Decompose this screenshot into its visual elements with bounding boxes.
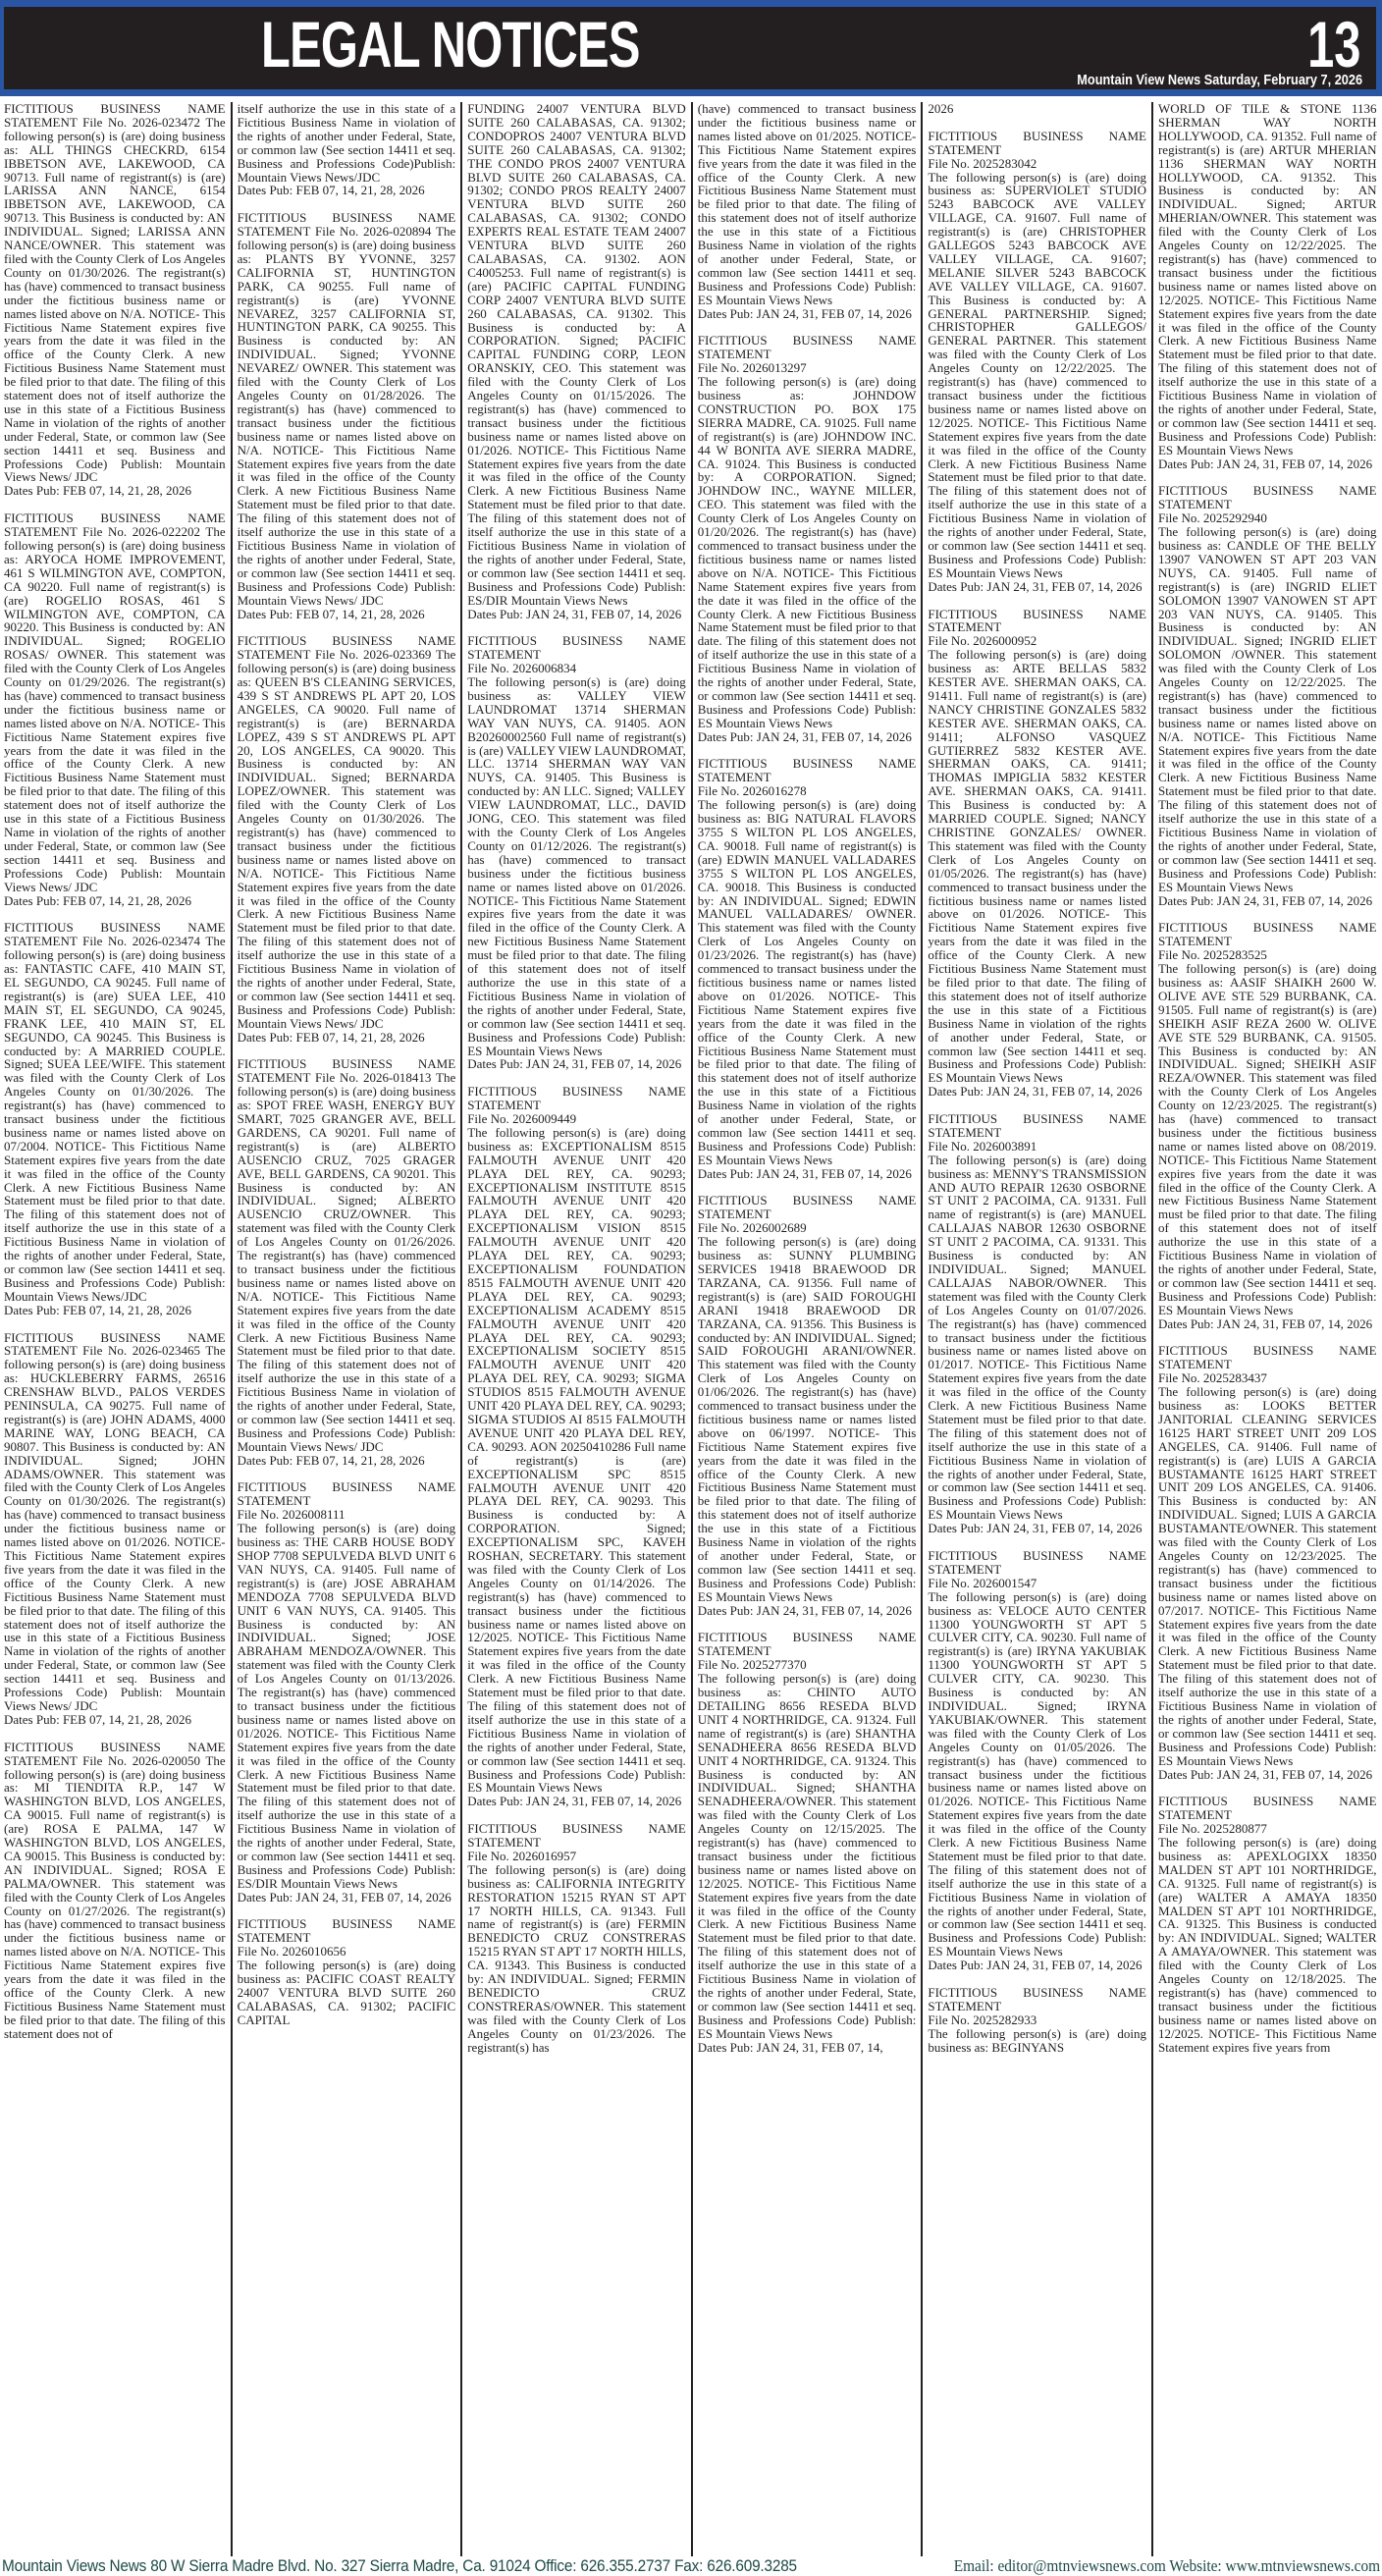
expiration-notice: NOTICE- This Fictitious Name Statement expires five years from the date it was filed in the office of the County Clerk. A new Fictitious Business Name Statement must be filed prior to that date. The filing of this statement does not of itself authorize the use in this state of a Fictitious Business Name in violation of the rights of another under Federal, State, or common law (See section 14411 et seq. Business and Professions Code) <box>697 988 917 1154</box>
expiration-notice: NOTICE- This Fictitious Name Statement expires five years from the date it was filed in the office of the County Clerk. A new Fictitious Business Name Statement must be filed prior to that date. The filing of this statement does not of itself authorize the use in this state of a Fictitious Business Name in violation of the rights of another under Federal, State, or common law (See section 14411 et seq. Business and Professions Code) <box>237 1288 456 1440</box>
publish-line: Publish: ES Mountain Views News <box>1157 1739 1377 1768</box>
notice-body: The following person(s) is (are) doing business as: JOHNDOW CONSTRUCTION PO. BOX 175 SIERRA MADRE, CA. 91025. Full name of registrant(s) is (are) JOHNDOW INC. 44 W BONITA AVE SIERRA MADRE, CA. 91024. This Business is conducted by: A CORPORATION. Signed; JOHNDOW INC., WAYNE MILLER, CEO. This statement was filed with the County Clerk of Los Angeles County on 01/20/2026. The registrant(s) has (have) commenced to transact business under the fictitious business name or names listed above on N/A. <box>697 374 917 580</box>
notice-heading: FICTITIOUS BUSINESS NAME STATEMENT <box>697 1193 917 1222</box>
file-label: File No. <box>928 1138 970 1154</box>
notice-heading: FICTITIOUS BUSINESS NAME STATEMENT <box>467 633 686 663</box>
publication-dateline: Mountain View News Saturday, February 7, 2026 <box>1077 72 1362 88</box>
continued-text: WORLD OF TILE & STONE 1136 SHERMAN WAY NORTH HOLLYWOOD, CA. 91352. Full name of registrant(s) is (are) ARTUR MHERIAN 1136 SHERMAN WAY NORTH HOLLYWOOD, CA. 91352. This Business is conducted by: AN INDIVIDUAL. Signed; ARTUR MHERIAN/OWNER. This statement was filed with the County Clerk of Los Angeles County on 12/22/2025. The registrant(s) has (have) commenced to transact business under the fictitious business name or names listed above on 12/2025. <box>1157 102 1377 307</box>
file-label: File No. <box>467 661 509 676</box>
notice-heading: FICTITIOUS BUSINESS NAME STATEMENT <box>467 1821 686 1851</box>
file-label: File No. <box>237 1944 280 1959</box>
expiration-notice: NOTICE- This Fictitious Name Statement expires five years from the date it was filed in the office of the County Clerk. A new Fictitious Business Name Statement must be filed prior to that date. The filing of this statement does not of itself authorize the use in this state of a Fictitious Business Name in violation of the rights of another under Federal, State, or common law (See section 14411 et seq. Business and Professions Code) <box>928 1794 1146 1946</box>
file-label: File No. <box>82 934 128 949</box>
fictitious-business-notice <box>467 1822 686 2054</box>
expiration-notice: NOTICE- This Fictitious Name Statement expires five years from the date it was filed in the office of the County Clerk. A new Fictitious Business Name Statement must be filed prior to that date. The filing of this statement does not of itself authorize the use in this state of a Fictitious Business Name in violation of the rights of another under Federal, State, or common law (See section 14411 et seq. Business and Professions Code) <box>237 1725 456 1877</box>
notice-body: The following person(s) is (are) doing business as: PLANTS BY YVONNE, 3257 CALIFORNIA ST, HUNTINGTON PARK, CA 90255. Full name of registrant(s) is (are) YVONNE NEVAREZ, 3257 CALIFORNIA ST, HUNTINGTON PARK, CA 90255. This Business is conducted by: AN INDIVIDUAL. Signed; YVONNE NEVAREZ/ OWNER. This statement was filed with the County Clerk of Los Angeles County on 01/28/2026. The registrant(s) has (have) commenced to transact business under the fictitious business name or names listed above on N/A. <box>237 224 456 457</box>
publish-line: Publish: Mountain Views News/ JDC <box>237 1424 456 1454</box>
notice-body: The following person(s) is (are) doing business as: CHINTO AUTO DETAILING 8656 RESEDA BLVD UNIT 4 NORTHRIDGE, CA. 91324. Full name of registrant(s) is (are) SHANTHA SENADHEERA 8656 RESEDA BLVD UNIT 4 NORTHRIDGE, CA. 91324. This Business is conducted by: AN INDIVIDUAL. Signed; SHANTHA SENADHEERA/OWNER. This statement was filed with the County Clerk of Los Angeles County on 12/15/2025. The registrant(s) has (have) commenced to transact business under the fictitious business name or names listed above on 12/2025. <box>697 1671 917 1891</box>
notice-heading: FICTITIOUS BUSINESS NAME STATEMENT <box>4 920 226 949</box>
publication-dates: Dates Pub: JAN 24, 31, FEB 07, 14, <box>697 2039 883 2055</box>
publication-dates: Dates Pub: FEB 07, 14, 21, 28, 2026 <box>237 1452 425 1468</box>
continued-text: 2026 <box>928 102 954 116</box>
fictitious-business-notice <box>698 1194 917 1617</box>
publish-line: Publish: ES Mountain Views News <box>1157 865 1377 894</box>
publish-line: Publish: Mountain Views News/JDC <box>4 1274 226 1304</box>
notice-body: The following person(s) is (are) doing business as: CALIFORNIA INTEGRITY RESTORATION 15215 RYAN ST APT 17 NORTH HILLS, CA. 91343. Full name of registrant(s) is (are) FERMIN BENEDICTO CRUZ CONSTRERAS 15215 RYAN ST APT 17 NORTH HILLS, CA. 91343. This Business is conducted by: AN INDIVIDUAL. Signed; FERMIN BENEDICTO CRUZ CONSTRERAS/OWNER. This statement was filed with the County Clerk of Los Angeles County on 01/23/2026. The registrant(s) has <box>467 1861 686 2055</box>
publication-dates: Dates Pub: JAN 24, 31, FEB 07, 14, 2026 <box>928 1958 1143 1973</box>
notice-body: The following person(s) is (are) doing business as: LOOKS BETTER JANITORIAL CLEANING SERVICES 16125 HART STREET UNIT 209 LOS ANGELES, CA. 91406. Full name of registrant(s) is (are) LUIS A GARCIA BUSTAMANTE 16125 HART STREET UNIT 209 LOS ANGELES, CA. 91406. This Business is conducted by: AN INDIVIDUAL. Signed; LUIS A GARCIA BUSTAMANTE/OWNER. This statement was filed with the County Clerk of Los Angeles County on 12/23/2025. The registrant(s) has (have) commenced to transact business under the fictitious business name or names listed above on 07/2017. <box>1157 1384 1377 1618</box>
file-label: File No. <box>697 1657 740 1673</box>
fictitious-business-notice <box>928 1986 1146 2055</box>
publication-dates: Dates Pub: JAN 24, 31, FEB 07, 14, 2026 <box>1157 1766 1373 1782</box>
fictitious-business-notice <box>1158 1795 1377 2054</box>
notice-heading: FICTITIOUS BUSINESS NAME STATEMENT <box>1157 1794 1377 1823</box>
expiration-notice: NOTICE- This Fictitious Name Statement expires five years from the date it was filed in the office of the County Clerk. A new Fictitious Business Name Statement must be filed prior to that date. The filing of this statement does not of itself authorize the use in this state of a Fictitious Business Name in violation of the rights of another under Federal, State, or common law (See section 14411 et seq. Business and Professions Code) <box>237 442 456 594</box>
file-number: 2025292940 <box>1202 510 1267 526</box>
notice-body: The following person(s) is (are) doing business as: EXCEPTIONALISM 8515 FALMOUTH AVENUE UNIT 420 PLAYA DEL REY, CA. 90293; EXCEPTIONALISM INSTITUTE 8515 FALMOUTH AVENUE UNIT 420 PLAYA DEL REY, CA. 90293; EXCEPTIONALISM VISION 8515 FALMOUTH AVENUE UNIT 420 PLAYA DEL REY, CA. 90293; EXCEPTIONALISM FOUNDATION 8515 FALMOUTH AVENUE UNIT 420 PLAYA DEL REY, CA. 90293; EXCEPTIONALISM ACADEMY 8515 FALMOUTH AVENUE UNIT 420 PLAYA DEL REY, CA. 90293; EXCEPTIONALISM SOCIETY 8515 FALMOUTH AVENUE UNIT 420 PLAYA DEL REY, CA. 90293; SIGMA STUDIOS 8515 FALMOUTH AVENUE UNIT 420 PLAYA DEL REY, CA. 90293; SIGMA STUDIOS AI 8515 FALMOUTH AVENUE UNIT 420 PLAYA DEL REY, CA. 90293. AON 20250410286 Full name of registrant(s) is (are) EXCEPTIONALISM SPC 8515 FALMOUTH AVENUE UNIT 420 PLAYA DEL REY, CA. 90293. This Business is conducted by: A CORPORATION. Signed; EXCEPTIONALISM SPC, KAVEH ROSHAN, SECRETARY. This statement was filed with the County Clerk of Los Angeles County on 01/14/2026. The registrant(s) has (have) commenced to transact business under the fictitious business name or names listed above on 12/2025. <box>467 1124 686 1645</box>
notice-body: The following person(s) is (are) doing business as: MI TIENDITA R.P., 147 W WASHINGTON BLVD, LOS ANGELES, CA 90015. Full name of registrant(s) is (are) ROSA E PALMA, 147 W WASHINGTON BLVD, LOS ANGELES, CA 90015. This Business is conducted by: AN INDIVIDUAL. Signed; ROSA E PALMA/OWNER. This statement was filed with the County Clerk of Los Angeles County on 01/27/2026. The registrant(s) has (have) commenced to transact business under the fictitious business name or names listed above on N/A. <box>4 1752 226 1959</box>
notice-heading: FICTITIOUS BUSINESS NAME STATEMENT <box>4 1329 226 1359</box>
notice-heading: FICTITIOUS BUSINESS NAME STATEMENT <box>1157 920 1377 949</box>
expiration-notice: NOTICE- This Fictitious Name Statement expires five years from the date it was filed in the office of the County Clerk. A new Fictitious Business Name Statement must be filed prior to that date. The filing of this statement does not of itself authorize the use in this state of a Fictitious Business Name in violation of the rights of another under Federal, State, or common law (See section 14411 et seq. Business and Professions Code) <box>4 305 226 471</box>
file-number: 2026-020050 <box>132 1752 201 1768</box>
publication-dates: Dates Pub: JAN 24, 31, FEB 07, 14, 2026 <box>697 728 912 744</box>
notice-heading: FICTITIOUS BUSINESS NAME STATEMENT <box>4 1739 226 1768</box>
notice-body: The following person(s) is (are) doing business as: PACIFIC COAST REALTY 24007 VENTURA BLVD SUITE 260 CALABASAS, CA. 91302; PACIFIC CAPITAL <box>237 1958 456 2027</box>
column-3 <box>460 102 691 2556</box>
file-label: File No. <box>315 224 359 240</box>
publication-dates: Dates Pub: JAN 24, 31, FEB 07, 14, 2026 <box>467 606 682 621</box>
publication-dates: Dates Pub: JAN 24, 31, FEB 07, 14, 2026 <box>928 578 1143 594</box>
notice-continuation <box>928 102 1146 116</box>
publication-dates: Dates Pub: JAN 24, 31, FEB 07, 14, 2026 <box>697 1602 912 1618</box>
file-label: File No. <box>237 1507 280 1523</box>
file-label: File No. <box>315 1070 359 1086</box>
file-number: 2026006834 <box>512 661 577 676</box>
fictitious-business-notice <box>698 1631 917 2054</box>
publish-line: Publish: ES Mountain Views News <box>697 1138 917 1167</box>
file-number: 2026-023472 <box>132 114 201 130</box>
notice-heading: FICTITIOUS BUSINESS NAME STATEMENT <box>697 1630 917 1659</box>
publish-line: Publish: ES Mountain Views News <box>467 1766 686 1796</box>
fictitious-business-notice <box>698 757 917 1180</box>
fictitious-business-notice <box>1158 1344 1377 1781</box>
notice-body: The following person(s) is (are) doing business as: AASIF SHAIKH 2600 W. OLIVE AVE STE 529 BURBANK, CA. 91505. Full name of registrant(s) is (are) SHEIKH ASIF REZA 2600 W. OLIVE AVE STE 529 BURBANK, CA. 91505. This Business is conducted by: AN INDIVIDUAL. Signed; SHEIKH ASIF REZA/OWNER. This statement was filed with the County Clerk of Los Angeles County on 12/23/2025. The registrant(s) has (have) commenced to transact business under the fictitious business name or names listed above on 08/2019. <box>1157 961 1377 1154</box>
file-number: 2026008111 <box>282 1507 346 1523</box>
expiration-notice: NOTICE- This Fictitious Name Statement expires five years from the date it was filed in the office of the County Clerk. A new Fictitious Business Name Statement must be filed prior to that date. The filing of this statement does not of itself authorize the use in this state of a Fictitious Business Name in violation of the rights of another under Federal, State, or common law (See section 14411 et seq. Business and Professions Code) <box>697 1875 917 2027</box>
column-6 <box>1151 102 1382 2556</box>
publication-dates: Dates Pub: JAN 24, 31, FEB 07, 14, 2026 <box>467 1794 682 1809</box>
fictitious-business-notice <box>467 634 686 1071</box>
publish-line: Publish: ES Mountain Views News <box>697 278 917 307</box>
fictitious-business-notice <box>1158 921 1377 1330</box>
file-label: File No. <box>82 524 128 540</box>
expiration-notice: NOTICE- This Fictitious Name Statement expires five years from the date it was filed in the office of the County Clerk. A new Fictitious Business Name Statement must be filed prior to that date. The filing of this statement does not of itself authorize the use in this state of a Fictitious Business Name in violation of the rights of another under Federal, State, or common law (See section 14411 et seq. Business and Professions Code) <box>697 1424 917 1590</box>
file-label: File No. <box>467 1848 509 1863</box>
file-label: File No. <box>315 647 359 663</box>
notice-heading: FICTITIOUS BUSINESS NAME STATEMENT <box>928 606 1146 635</box>
continued-text: (have) commenced to transact business under the fictitious business name or names listed above on 01/2025. <box>697 102 917 143</box>
file-number: 2025283437 <box>1202 1370 1267 1386</box>
masthead-band <box>4 7 1376 89</box>
publish-line: Publish: ES Mountain Views News <box>1157 428 1377 457</box>
notice-body: The following person(s) is (are) doing business as: BIG NATURAL FLAVORS 3755 S WILTON PL LOS ANGELES, CA. 90018. Full name of registrant(s) is (are) EDWIN MANUEL VALLADARES 3755 S WILTON PL LOS ANGELES, CA. 90018. This Business is conducted by: AN INDIVIDUAL. Signed; EDWIN MANUEL VALLADARES/ OWNER. This statement was filed with the County Clerk of Los Angeles County on 01/23/2026. The registrant(s) has (have) commenced to transact business under the fictitious business name or names listed above on 01/2026. <box>697 797 917 1003</box>
notice-heading: FICTITIOUS BUSINESS NAME STATEMENT <box>467 1084 686 1113</box>
expiration-notice: NOTICE- This Fictitious Name Statement expires five years from the date it was filed in the office of the County Clerk. A new Fictitious Business Name Statement must be filed prior to that date. The filing of this statement does not of itself authorize the use in this state of a Fictitious Business Name in violation of the rights of another under Federal, State, or common law (See section 14411 et seq. Business and Professions Code) <box>1157 1152 1377 1304</box>
notice-body: The following person(s) is (are) doing business as: SPOT FREE WASH, ENERGY BUY SMART, 7025 GRANGER AVE, BELL GARDENS, CA 90201. Full name of registrant(s) is (are) ALBERTO AUSENCIO CRUZ, 7025 GRAGER AVE, BELL GARDENS, CA 90201. This Business is conducted by: AN INDIVIDUAL. Signed; ALBERTO AUSENCIO CRUZ/OWNER. This statement was filed with the County Clerk of Los Angeles County on 01/26/2026. The registrant(s) has (have) commenced to transact business under the fictitious business name or names listed above on N/A. <box>237 1070 456 1304</box>
publish-line: Publish: Mountain Views News/ JDC <box>4 865 226 894</box>
file-number: 2026-023465 <box>132 1343 201 1359</box>
expiration-notice: NOTICE- This Fictitious Name Statement expires five years from the date it was filed in the office of the County Clerk. A new Fictitious Business Name Statement must be filed prior to that date. The filing of this statement does not of itself authorize the use in this state of a Fictitious Business Name in violation of the rights of another under Federal, State, or common law (See section 14411 et seq. Business and Professions Code) <box>467 892 686 1045</box>
publication-dates: Dates Pub: FEB 07, 14, 21, 28, 2026 <box>4 483 192 499</box>
notice-body: The following person(s) is (are) doing business as: QUEEN B'S CLEANING SERVICES, 439 S ST ANDREWS PL APT 20, LOS ANGELES, CA 90020. Full name of registrant(s) is (are) BERNARDA LOPEZ, 439 S ST ANDREWS PL APT 20, LOS ANGELES, CA 90020. This Business is conducted by: AN INDIVIDUAL. Signed; BERNARDA LOPEZ/OWNER. This statement was filed with the County Clerk of Los Angeles County on 01/30/2026. The registrant(s) has (have) commenced to transact business under the fictitious business name or names listed above on N/A. <box>237 647 456 881</box>
expiration-notice: NOTICE- This Fictitious Name Statement expires five years from the date it was filed in the office of the County Clerk. A new Fictitious Business Name Statement must be filed prior to that date. The filing of this statement does not of itself authorize the use in this state of a Fictitious Business Name in violation of the rights of another under Federal, State, or common law (See section 14411 et seq. Business and Professions Code) <box>1157 728 1377 881</box>
publish-line: Publish: Mountain Views News/ JDC <box>237 578 456 608</box>
notice-heading: FICTITIOUS BUSINESS NAME STATEMENT <box>237 210 456 240</box>
file-label: File No. <box>1157 1821 1200 1837</box>
fictitious-business-notice <box>4 102 226 498</box>
legal-notices-columns <box>0 102 1382 2556</box>
footer-contact: Email: editor@mtnviewsnews.com Website: www.mtnviewsnews.com <box>953 2556 1380 2575</box>
notice-heading: FICTITIOUS BUSINESS NAME STATEMENT <box>237 633 456 663</box>
notice-body: The following person(s) is (are) doing business as: FANTASTIC CAFE, 410 MAIN ST, EL SEGUNDO, CA 90245. Full name of registrant(s) is (are) SUEA LEE, 410 MAIN ST, EL SEGUNDO, CA 90245, FRANK LEE, 410 MAIN ST, EL SEGUNDO, CA 90245. This Business is conducted by: A MARRIED COUPLE. Signed; SUEA LEE/WIFE. This statement was filed with the County Clerk of Los Angeles County on 01/30/2026. The registrant(s) has (have) commenced to transact business under the fictitious business name or names listed above on 07/2004. <box>4 934 226 1154</box>
file-number: 2026013297 <box>742 360 807 376</box>
fictitious-business-notice <box>238 1480 456 1904</box>
publication-dates: Dates Pub: JAN 24, 31, FEB 07, 14, 2026 <box>928 1521 1143 1536</box>
fictitious-business-notice <box>238 1057 456 1467</box>
notice-heading: FICTITIOUS BUSINESS NAME STATEMENT <box>1157 1343 1377 1372</box>
continued-text: itself authorize the use in this state of a Fictitious Business Name in violation of the rights of another under Federal, State, or common law (See section 14411 et seq. Business and Professions Code)Publish: Mountain Views News/JDC <box>237 102 456 185</box>
file-number: 2026-023474 <box>132 934 201 949</box>
expiration-notice: NOTICE- This Fictitious Name Statement expires five years from the date it was filed in the office of the County Clerk. A new Fictitious Business Name Statement must be filed prior to that date. The filing of this statement does not of itself authorize the use in this state of a Fictitious Business Name in violation of the rights of another under Federal, State, or common law (See section 14411 et seq. Business and Professions Code) <box>4 1534 226 1700</box>
publication-dates: Dates Pub: FEB 07, 14, 21, 28, 2026 <box>237 1029 425 1045</box>
notice-body: The following person(s) is (are) doing business as: BEGINYANS <box>928 2025 1146 2055</box>
file-number: 2025280877 <box>1202 1821 1267 1837</box>
fictitious-business-notice <box>238 211 456 620</box>
notice-heading: FICTITIOUS BUSINESS NAME STATEMENT <box>697 756 917 785</box>
publish-line: Publish: Mountain Views News/ JDC <box>4 456 226 485</box>
file-number: 2025283525 <box>1202 947 1267 963</box>
notice-body: The following person(s) is (are) doing business as: APEXLOGIXX 18350 MALDEN ST APT 101 NORTHRIDGE, CA. 91325. Full name of registrant(s) is (are) WALTER A AMAYA 18350 MALDEN ST APT 101 NORTHRIDGE, CA. 91325. This Business is conducted by: AN INDIVIDUAL. Signed; WALTER A AMAYA/OWNER. This statement was filed with the County Clerk of Los Angeles County on 12/18/2025. The registrant(s) has (have) commenced to transact business under the fictitious business name or names listed above on 12/2025. <box>1157 1835 1377 2041</box>
expiration-notice: NOTICE- This Fictitious Name Statement expires five years from the date it was filed in the office of the County Clerk. A new Fictitious Business Name Statement must be filed prior to that date. The filing of this statement does not of itself authorize the use in this state of a Fictitious Business Name in violation of the rights of another under Federal, State, or common law (See section 14411 et seq. Business and Professions Code) <box>928 414 1146 566</box>
fictitious-business-notice <box>238 1917 456 2026</box>
expiration-notice: NOTICE- This Fictitious Name Statement expires five years from the date it was filed in the office of the County Clerk. A new Fictitious Business Name Statement must be filed prior to that date. The filing of this statement does not of itself authorize the use in this state of a Fictitious Business Name in violation of the rights of another under Federal, State, or common law (See section 14411 et seq. Business and Professions Code) <box>697 564 917 717</box>
notice-heading: FICTITIOUS BUSINESS NAME STATEMENT <box>237 1916 456 1946</box>
expiration-notice: NOTICE- This Fictitious Name Statement expires five years from the date it was filed in the office of the County Clerk. A new Fictitious Business Name Statement must be filed prior to that date. The filing of this statement does not of itself authorize the use in this state of a Fictitious Business Name in violation of the rights of another under Federal, State, or common law (See section 14411 et seq. Business and Professions Code) <box>237 865 456 1017</box>
expiration-notice: NOTICE- This Fictitious Name Statement expires five years from the date it was filed in the office of the County Clerk. A new Fictitious Business Name Statement must be filed prior to that date. The filing of this statement does not of itself authorize the use in this state of a Fictitious Business Name in violation of the rights of another under Federal, State, or common law (See section 14411 et seq. Business and Professions Code) <box>1157 1602 1377 1754</box>
notice-body: The following person(s) is (are) doing business as: VELOCE AUTO CENTER 11300 YOUNGWORTH ST APT 5 CULVER CITY, CA. 90230. Full name of registrant(s) is (are) IRYNA YAKUBIAK 11300 YOUNGWORTH ST APT 5 CULVER CITY, CA. 90230. This Business is conducted by: AN INDIVIDUAL. Signed; IRYNA YAKUBIAK/OWNER. This statement was filed with the County Clerk of Los Angeles County on 01/05/2026. The registrant(s) has (have) commenced to transact business under the fictitious business name or names listed above on 01/2026. <box>928 1588 1146 1809</box>
publication-dates: Dates Pub: JAN 24, 31, FEB 07, 14, 2026 <box>467 1056 682 1072</box>
file-label: File No. <box>1157 947 1200 963</box>
file-label: File No. <box>1157 510 1200 526</box>
publication-dates: Dates Pub: JAN 24, 31, FEB 07, 14, 2026 <box>1157 1315 1373 1331</box>
file-number: 2025277370 <box>742 1657 807 1673</box>
fictitious-business-notice <box>928 1549 1146 1972</box>
file-number: 2026010656 <box>282 1944 346 1959</box>
fictitious-business-notice <box>467 1085 686 1808</box>
file-number: 2026009449 <box>512 1111 577 1127</box>
file-label: File No. <box>82 1752 128 1768</box>
publish-line: Publish: ES Mountain Views News <box>928 1930 1146 1959</box>
expiration-notice: NOTICE- This Fictitious Name Statement expires five years from the date it was filed in the office of the County Clerk. A new Fictitious Business Name Statement must be filed prior to that date. The filing of this statement does not of itself authorize the use in this state of a Fictitious Business Name in violation of the rights of another under Federal, State, or common law (See section 14411 et seq. Business and Professions Code) <box>4 715 226 881</box>
publish-line: Publish: ES Mountain Views News <box>697 1575 917 1604</box>
masthead <box>0 0 1382 96</box>
file-label: File No. <box>928 2012 970 2027</box>
notice-heading: FICTITIOUS BUSINESS NAME STATEMENT <box>237 1479 456 1509</box>
file-number: 2025282933 <box>973 2012 1037 2027</box>
file-number: 2026-020894 <box>363 224 432 240</box>
expiration-notice: NOTICE- This Fictitious Name Statement expires five years from the date it was filed in the office of the County Clerk. A new Fictitious Business Name Statement must be filed prior to that date. The filing of this statement does not of itself authorize the use in this state of a Fictitious Business Name in violation of the rights of another under Federal, State, or common law (See section 14411 et seq. Business and Professions Code) <box>467 1630 686 1782</box>
continued-text: FUNDING 24007 VENTURA BLVD SUITE 260 CALABASAS, CA. 91302; CONDOPROS 24007 VENTURA BLVD SUITE 260 CALABASAS, CA. 91302; THE CONDO PROS 24007 VENTURA BLVD SUITE 260 CALABASAS, CA. 91302; CONDO PROS REALTY 24007 VENTURA BLVD SUITE 260 CALABASAS, CA. 91302; CONDO EXPERTS REAL ESTATE TEAM 24007 VENTURA BLVD SUITE 260 CALABASAS, CA. 91302. AON C4005253. Full name of registrant(s) is (are) PACIFIC CAPITAL FUNDING CORP 24007 VENTURA BLVD SUITE 260 CALABASAS, CA. 91302. This Business is conducted by: A CORPORATION. Signed; PACIFIC CAPITAL FUNDING CORP, LEON ORANSKIY, CEO. This statement was filed with the County Clerk of Los Angeles County on 01/15/2026. The registrant(s) has (have) commenced to transact business under the fictitious business name or names listed above on 01/2026. <box>467 102 686 457</box>
notice-heading: FICTITIOUS BUSINESS NAME STATEMENT <box>928 1984 1146 2013</box>
fictitious-business-notice <box>928 130 1146 594</box>
notice-continuation <box>698 102 917 321</box>
file-label: File No. <box>467 1111 509 1127</box>
file-number: 2025283042 <box>973 155 1037 171</box>
file-label: File No. <box>928 155 970 171</box>
notice-continuation <box>1158 102 1377 470</box>
publish-line: Publish: ES Mountain Views News <box>1157 1288 1377 1317</box>
fictitious-business-notice <box>4 1741 226 2041</box>
column-5 <box>921 102 1151 2556</box>
publication-dates: Dates Pub: FEB 07, 14, 21, 28, 2026 <box>4 1711 192 1727</box>
notice-body: The following person(s) is (are) doing business as: VALLEY VIEW LAUNDROMAT 13714 SHERMAN WAY VAN NUYS, CA. 91405. AON B20260002560 Full name of registrant(s) is (are) VALLEY VIEW LAUNDROMAT, LLC. 13714 SHERMAN WAY VAN NUYS, CA. 91405. This Business is conducted by: AN LLC. Signed; VALLEY VIEW LAUNDROMAT, LLC., DAVID JONG, CEO. This statement was filed with the County Clerk of Los Angeles County on 01/12/2026. The registrant(s) has (have) commenced to transact business under the fictitious business name or names listed above on 01/2026. <box>467 674 686 894</box>
fictitious-business-notice <box>4 1331 226 1727</box>
publication-dates: Dates Pub: JAN 24, 31, FEB 07, 14, 2026 <box>237 1889 452 1905</box>
publish-line: Publish: ES Mountain Views News <box>697 701 917 730</box>
page-number: 13 <box>1306 8 1360 80</box>
footer-address: Mountain Views News 80 W Sierra Madre Blvd. No. 327 Sierra Madre, Ca. 91024 Office: 626.355.2737 Fax: 626.609.3285 <box>2 2557 797 2575</box>
publication-dates: Dates Pub: JAN 24, 31, FEB 07, 14, 2026 <box>1157 456 1373 471</box>
page-footer <box>0 2556 1382 2576</box>
publish-line: Publish: ES/DIR Mountain Views News <box>237 1861 456 1891</box>
notice-heading: FICTITIOUS BUSINESS NAME STATEMENT <box>4 510 226 540</box>
notice-heading: FICTITIOUS BUSINESS NAME STATEMENT <box>928 1548 1146 1577</box>
file-label: File No. <box>1157 1370 1200 1386</box>
publication-dates: Dates Pub: JAN 24, 31, FEB 07, 14, 2026 <box>697 1165 912 1181</box>
file-label: File No. <box>928 633 970 649</box>
file-label: File No. <box>697 783 740 799</box>
notice-body: The following person(s) is (are) doing business as: SUNNY PLUMBING SERVICES 19418 BRAEWOOD DR TARZANA, CA. 91356. Full name of registrant(s) is (are) SAID FOROUGHI ARANI 19418 BRAEWOOD DR TARZANA, CA. 91356. This Business is conducted by: AN INDIVIDUAL. Signed; SAID FOROUGHI ARANI/OWNER. This statement was filed with the County Clerk of Los Angeles County on 01/06/2026. The registrant(s) has (have) commenced to transact business under the fictitious business name or names listed above on 06/1997. <box>697 1234 917 1440</box>
column-2 <box>231 102 461 2556</box>
file-number: 2026016278 <box>742 783 807 799</box>
publish-line: Publish: Mountain Views News/ JDC <box>237 1001 456 1031</box>
fictitious-business-notice <box>1158 484 1377 907</box>
publish-line: Publish: ES Mountain Views News <box>928 1056 1146 1086</box>
notice-body: The following person(s) is (are) doing business as: SUPERVIOLET STUDIO 5243 BABCOCK AVE VALLEY VILLAGE, CA. 91607. Full name of registrant(s) is (are) CHRISTOPHER GALLEGOS 5243 BABCOCK AVE VALLEY VILLAGE, CA. 91607; MELANIE SILVER 5243 BABCOCK AVE VALLEY VILLAGE, CA. 91607. This Business is conducted by: A GENERAL PARTNERSHIP. Signed; CHRISTOPHER GALLEGOS/ GENERAL PARTNER. This statement was filed with the County Clerk of Los Angeles County on 12/22/2025. The registrant(s) has (have) commenced to transact business under the fictitious business name or names listed above on 12/2025. <box>928 169 1146 430</box>
notice-heading: FICTITIOUS BUSINESS NAME STATEMENT <box>928 128 1146 157</box>
publish-line: Publish: ES Mountain Views News <box>467 1029 686 1058</box>
publish-line: Publish: ES/DIR Mountain Views News <box>467 578 686 608</box>
notice-text-partial: NOTICE- This Fictitious Name Statement expires five years from the date it was filed in the office of the County Clerk. A new Fictitious Business Name Statement must be filed prior to that date. The filing of this statement does not of <box>4 1944 226 2041</box>
column-4 <box>691 102 922 2556</box>
notice-body: The following person(s) is (are) doing business as: ARTE BELLAS 5832 KESTER AVE. SHERMAN OAKS, CA. 91411. Full name of registrant(s) is (are) NANCY CHRISTINE GONZALES 5832 KESTER AVE. SHERMAN OAKS, CA. 91411; ALFONSO VASQUEZ GUTIERREZ 5832 KESTER AVE. SHERMAN OAKS, CA. 91411; THOMAS IMPIGLIA 5832 KESTER AVE. SHERMAN OAKS, CA. 91411. This Business is conducted by: A MARRIED COUPLE. Signed; NANCY CHRISTINE GONZALES/ OWNER. This statement was filed with the County Clerk of Los Angeles County on 01/05/2026. The registrant(s) has (have) commenced to transact business under the fictitious business name or names listed above on 01/2026. <box>928 647 1146 922</box>
file-number: 2026-018413 <box>363 1070 432 1086</box>
notice-continuation <box>238 102 456 197</box>
publication-dates: Dates Pub: JAN 24, 31, FEB 07, 14, 2026 <box>1157 892 1373 908</box>
notice-body: The following person(s) is (are) doing business as: ARYOCA HOME IMPROVEMENT, 461 S WILMINGTON AVE, COMPTON, CA 90220. Full name of registrant(s) is (are) ROGELIO ROSAS, 461 S WILMINGTON AVE, COMPTON, CA 90220. This Business is conducted by: AN INDIVIDUAL. Signed; ROGELIO ROSAS/ OWNER. This statement was filed with the County Clerk of Los Angeles County on 01/29/2026. The registrant(s) has (have) commenced to transact business under the fictitious business name or names listed above on N/A. <box>4 524 226 730</box>
fictitious-business-notice <box>928 1112 1146 1535</box>
publication-dates: Dates Pub: FEB 07, 14, 21, 28, 2026 <box>237 183 425 198</box>
file-number: 2026000952 <box>973 633 1037 649</box>
expiration-notice: NOTICE- This Fictitious Name Statement expires five years from the date it was filed in the office of the County Clerk. A new Fictitious Business Name Statement must be filed prior to that date. The filing of this statement does not of itself authorize the use in this state of a Fictitious Business Name in violation of the rights of another under Federal, State, or common law (See section 14411 et seq. Business and Professions Code) <box>928 906 1146 1072</box>
publish-line: Publish: Mountain Views News/ JDC <box>4 1685 226 1713</box>
file-number: 2026001547 <box>973 1575 1037 1590</box>
file-label: File No. <box>82 1343 128 1359</box>
notice-body: The following person(s) is (are) doing business as: ALL THINGS CHECKRD, 6154 IBBETSON AVE, LAKEWOOD, CA 90713. Full name of registrant(s) is (are) LARISSA ANN NANCE, 6154 IBBETSON AVE, LAKEWOOD, CA 90713. This Business is conducted by: AN INDIVIDUAL. Signed; LARISSA ANN NANCE/OWNER. This statement was filed with the County Clerk of Los Angeles County on 01/30/2026. The registrant(s) has (have) commenced to transact business under the fictitious business name or names listed above on N/A. <box>4 114 226 321</box>
fictitious-business-notice <box>4 921 226 1316</box>
file-number: 2026016957 <box>512 1848 577 1863</box>
fictitious-business-notice <box>238 634 456 1044</box>
publication-dates: Dates Pub: JAN 24, 31, FEB 07, 14, 2026 <box>928 1084 1143 1100</box>
publish-line: Publish: ES Mountain Views News <box>697 2012 917 2041</box>
file-number: 2026003891 <box>973 1138 1037 1154</box>
notice-heading: FICTITIOUS BUSINESS NAME STATEMENT <box>697 333 917 362</box>
notice-body: The following person(s) is (are) doing business as: CANDLE OF THE BELLY 13907 VANOWEN ST APT 203 VAN NUYS, CA. 91405. Full name of registrant(s) is (are) INGRID ELIET SOLOMON 13907 VANOWEN ST APT 203 VAN NUYS, CA. 91405. This Business is conducted by: AN INDIVIDUAL. Signed; INGRID ELIET SOLOMON /OWNER. This statement was filed with the County Clerk of Los Angeles County on 12/22/2025. The registrant(s) has (have) commenced to transact business under the fictitious business name or names listed above on N/A. <box>1157 524 1377 744</box>
file-label: File No. <box>697 360 740 376</box>
notice-heading: FICTITIOUS BUSINESS NAME STATEMENT <box>237 1056 456 1086</box>
publish-line: Publish: ES Mountain Views News <box>928 1493 1146 1523</box>
notice-body: The following person(s) is (are) doing business as: MENNY'S TRANSMISSION AND AUTO REPAIR 12630 OSBORNE ST UNIT 2 PACOIMA, CA. 91331. Full name of registrant(s) is (are) MANUEL CALLAJAS NABOR 12630 OSBORNE ST UNIT 2 PACOIMA, CA. 91331. This Business is conducted by: AN INDIVIDUAL. Signed; MANUEL CALLAJAS NABOR/OWNER. This statement was filed with the County Clerk of Los Angeles County on 01/07/2026. The registrant(s) has (have) commenced to transact business under the fictitious business name or names listed above on 01/2017. <box>928 1152 1146 1372</box>
file-label: File No. <box>82 114 128 130</box>
file-label: File No. <box>928 1575 970 1590</box>
file-number: 2026002689 <box>742 1220 807 1236</box>
publication-dates: Dates Pub: FEB 07, 14, 21, 28, 2026 <box>4 892 192 908</box>
notice-heading: FICTITIOUS BUSINESS NAME STATEMENT <box>1157 483 1377 512</box>
expiration-notice: NOTICE- This Fictitious Name Statement expires five years from the date it was filed in the office of the County Clerk. A new Fictitious Business Name Statement must be filed prior to that date. The filing of this statement does not of itself authorize the use in this state of a Fictitious Business Name in violation of the rights of another under Federal, State, or common law (See section 14411 et seq. Business and Professions Code) <box>928 1357 1146 1509</box>
expiration-notice: NOTICE- This Fictitious Name Statement expires five years from the date it was filed in the office of the County Clerk. A new Fictitious Business Name Statement must be filed prior to that date. The filing of this statement does not of itself authorize the use in this state of a Fictitious Business Name in violation of the rights of another under Federal, State, or common law (See section 14411 et seq. Business and Professions Code) <box>697 128 917 294</box>
notice-body: The following person(s) is (are) doing business as: THE CARB HOUSE BODY SHOP 7708 SEPULVEDA BLVD UNIT 6 VAN NUYS, CA. 91405. Full name of registrant(s) is (are) JOSE ABRAHAM MENDOZA 7708 SEPULVEDA BLVD UNIT 6 VAN NUYS, CA. 91405. This Business is conducted by: AN INDIVIDUAL. Signed; JOSE ABRAHAM MENDOZA/OWNER. This statement was filed with the County Clerk of Los Angeles County on 01/13/2026. The registrant(s) has (have) commenced to transact business under the fictitious business name or names listed above on 01/2026. <box>237 1521 456 1741</box>
file-label: File No. <box>697 1220 740 1236</box>
notice-heading: FICTITIOUS BUSINESS NAME STATEMENT <box>4 102 226 130</box>
publication-dates: Dates Pub: FEB 07, 14, 21, 28, 2026 <box>4 1302 192 1317</box>
fictitious-business-notice <box>698 334 917 743</box>
publication-dates: Dates Pub: FEB 07, 14, 21, 28, 2026 <box>237 606 425 621</box>
expiration-notice: NOTICE- This Fictitious Name Statement expires five years from the date it was filed in the office of the County Clerk. A new Fictitious Business Name Statement must be filed prior to that date. The filing of this statement does not of itself authorize the use in this state of a Fictitious Business Name in violation of the rights of another under Federal, State, or common law (See section 14411 et seq. Business and Professions Code) <box>4 1138 226 1290</box>
notice-continuation <box>467 102 686 620</box>
file-number: 2026-023369 <box>363 647 432 663</box>
notice-body: The following person(s) is (are) doing business as: HUCKLEBERRY FARMS, 26516 CRENSHAW BLVD., PALOS VERDES PENINSULA, CA 90275. Full name of registrant(s) is (are) JOHN ADAMS, 4000 MARINE WAY, LONG BEACH, CA 90807. This Business is conducted by: AN INDIVIDUAL. Signed; JOHN ADAMS/OWNER. This statement was filed with the County Clerk of Los Angeles County on 01/30/2026. The registrant(s) has (have) commenced to transact business under the fictitious business name or names listed above on 01/2026. <box>4 1343 226 1550</box>
section-title: LEGAL NOTICES <box>261 8 640 80</box>
notice-heading: FICTITIOUS BUSINESS NAME STATEMENT <box>928 1111 1146 1140</box>
notice-text-partial: NOTICE- This Fictitious Name Statement expires five years from <box>1157 2025 1377 2055</box>
expiration-notice: NOTICE- This Fictitious Name Statement expires five years from the date it was filed in the office of the County Clerk. A new Fictitious Business Name Statement must be filed prior to that date. The filing of this statement does not of itself authorize the use in this state of a Fictitious Business Name in violation of the rights of another under Federal, State, or common law (See section 14411 et seq. Business and Professions Code) <box>1157 292 1377 444</box>
publication-dates: Dates Pub: JAN 24, 31, FEB 07, 14, 2026 <box>697 305 912 321</box>
expiration-notice: NOTICE- This Fictitious Name Statement expires five years from the date it was filed in the office of the County Clerk. A new Fictitious Business Name Statement must be filed prior to that date. The filing of this statement does not of itself authorize the use in this state of a Fictitious Business Name in violation of the rights of another under Federal, State, or common law (See section 14411 et seq. Business and Professions Code) <box>467 442 686 594</box>
fictitious-business-notice <box>928 608 1146 1100</box>
publish-line: Publish: ES Mountain Views News <box>928 551 1146 580</box>
column-1 <box>0 102 231 2556</box>
fictitious-business-notice <box>4 511 226 907</box>
file-number: 2026-022202 <box>132 524 201 540</box>
